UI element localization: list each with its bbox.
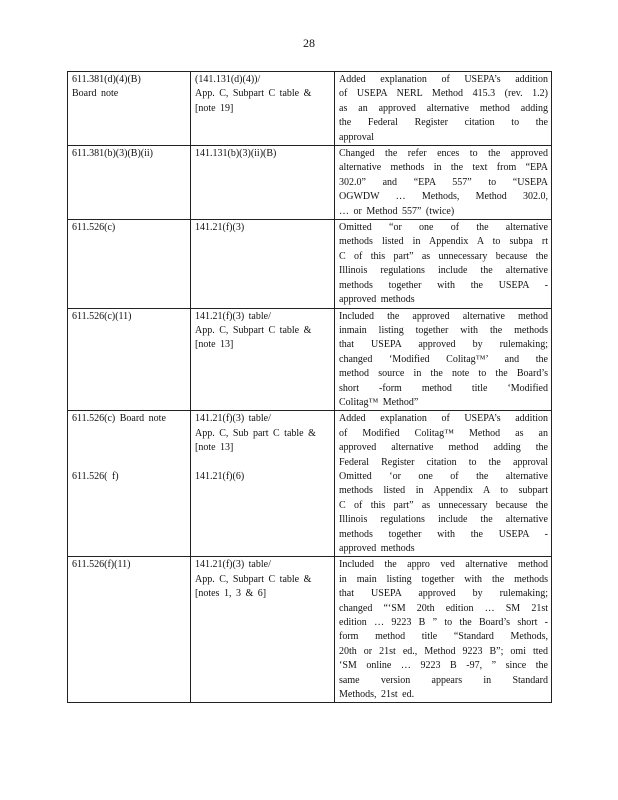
cell-line: form method title “Standard Methods,	[339, 631, 548, 643]
cell-line: App. C, Subpart C table &	[195, 573, 312, 585]
illinois-section-cell	[68, 146, 191, 220]
cell-line: methods together with the USEPA -	[339, 528, 548, 540]
illinois-section-cell	[68, 72, 191, 146]
cell-line: 141.21(f)(3) table/	[195, 559, 271, 571]
cell-line: App. C, Subpart C table &	[195, 88, 312, 100]
cell-line: changed “‘SM 20th edition … SM 21st	[339, 602, 548, 614]
cell-line: C of this part” as unnecessary because the	[339, 499, 548, 511]
cell-line: 141.21(f)(3) table/	[195, 413, 271, 425]
cell-gap	[72, 441, 187, 455]
cell-line: ‘SM online … 9223 B -97, ” since the	[339, 660, 548, 672]
cell-line: of USEPA NERL Method 415.3 (rev. 1.2)	[339, 88, 548, 100]
illinois-section-cell	[68, 557, 191, 703]
cell-line: inmain listing together with the methods	[339, 324, 548, 336]
cell-line: 611.381(d)(4)(B)	[72, 74, 141, 85]
explanation-cell	[335, 220, 552, 308]
cell-line: Omitted “or one of the alternative	[339, 222, 548, 234]
cell-line: 20th or 21st ed., Method 9223 B”; omi tted	[339, 645, 548, 657]
cell-line: [notes 1, 3 & 6]	[195, 588, 267, 600]
cell-line: as an approved alternative method adding	[339, 102, 548, 114]
cell-gap	[72, 427, 187, 441]
cell-line: 611.381(b)(3)(B)(ii)	[72, 148, 153, 160]
cell-line: Omitted ‘or one of the alternative	[339, 470, 548, 482]
cell-line: App. C, Sub part C table &	[195, 427, 316, 439]
cell-line: that USEPA approved by rulemaking;	[339, 339, 548, 351]
table-row	[68, 72, 552, 146]
cell-line: 141.21(f)(3) table/	[195, 310, 271, 322]
cell-gap	[195, 456, 331, 470]
explanation-cell	[335, 308, 552, 411]
explanation-cell	[335, 557, 552, 703]
cell-line: C of this part” as unnecessary because the	[339, 250, 548, 262]
cell-line: changed ‘Modified Colitag™’ and the	[339, 353, 548, 365]
cell-line: approved methods	[339, 543, 415, 554]
cell-line: same version appears in Standard	[339, 674, 548, 686]
cell-line: 141.21(f)(6)	[195, 470, 245, 482]
cell-line: 611.526(c)(11)	[72, 310, 132, 322]
cell-line: OGWDW … Methods, Method 302.0,	[339, 191, 548, 203]
table-row	[68, 308, 552, 411]
illinois-section-cell	[68, 220, 191, 308]
cell-line: 611.526(c)	[72, 222, 116, 234]
cell-line: 611.526(f)(11)	[72, 559, 131, 571]
cell-line: Changed the refer ences to the approved	[339, 148, 548, 160]
cell-line: … or Method 557” (twice)	[339, 205, 455, 217]
cell-line: edition … 9223 B ” to the Board’s short -	[339, 617, 548, 629]
illinois-section-cell	[68, 308, 191, 411]
cell-gap	[72, 456, 187, 470]
cell-line: 611.526( f)	[72, 470, 119, 482]
cell-line: approved methods	[339, 294, 415, 306]
cell-line: that USEPA approved by rulemaking;	[339, 588, 548, 600]
federal-source-cell	[191, 557, 335, 703]
explanation-cell	[335, 146, 552, 220]
cell-line: Board note	[72, 88, 119, 100]
cell-line: (141.131(d)(4))/	[195, 74, 261, 85]
cell-line: the Federal Register citation to the	[339, 117, 548, 129]
cell-line: approved alternative method adding the	[339, 442, 548, 454]
cell-line: short -form method title ‘Modified	[339, 382, 548, 394]
cell-line: 611.526(c) Board note	[72, 413, 166, 425]
federal-source-cell	[191, 308, 335, 411]
cell-line: Methods, 21st ed.	[339, 689, 415, 701]
cell-line: Illinois regulations include the alternative	[339, 514, 548, 526]
cell-line: method source in the note to the Board’s	[339, 368, 548, 380]
illinois-section-cell	[68, 411, 191, 557]
federal-source-cell	[191, 411, 335, 557]
cell-line: [note 19]	[195, 102, 234, 114]
cell-line: 141.131(b)(3)(ii)(B)	[195, 148, 277, 160]
federal-source-cell	[191, 72, 335, 146]
cell-line: methods listed in Appendix A to subpart	[339, 485, 548, 497]
cell-line: [note 13]	[195, 442, 234, 454]
cell-line: App. C, Subpart C table &	[195, 324, 312, 336]
page-number: 28	[303, 36, 315, 50]
amendments-table	[67, 71, 552, 703]
cell-line: approval	[339, 131, 374, 143]
explanation-cell	[335, 72, 552, 146]
federal-source-cell	[191, 220, 335, 308]
cell-line: Illinois regulations include the alternative	[339, 265, 548, 277]
explanation-cell	[335, 411, 552, 557]
cell-line: of Modified Colitag™ Method as an	[339, 427, 548, 439]
cell-line: methods listed in Appendix A to subpa rt	[339, 236, 548, 248]
table-row	[68, 220, 552, 308]
cell-line: Added explanation of USEPA’s addition	[339, 413, 548, 425]
table-row	[68, 557, 552, 703]
federal-source-cell	[191, 146, 335, 220]
cell-line: Included the appro ved alternative method	[339, 559, 548, 571]
cell-line: [note 13]	[195, 339, 234, 351]
cell-line: Included the approved alternative method	[339, 310, 548, 322]
cell-line: Federal Register citation to the approval	[339, 456, 548, 468]
cell-line: in main listing together with the methods	[339, 573, 548, 585]
table-row	[68, 146, 552, 220]
cell-line: Colitag™ Method”	[339, 396, 419, 408]
cell-line: 302.0” and “EPA 557” to “USEPA	[339, 176, 548, 188]
cell-line: Added explanation of USEPA’s addition	[339, 74, 548, 85]
cell-line: alternative methods in the text from “EPA	[339, 162, 548, 174]
table-row	[68, 411, 552, 557]
cell-line: methods together with the USEPA -	[339, 279, 548, 291]
cell-line: 141.21(f)(3)	[195, 222, 245, 234]
